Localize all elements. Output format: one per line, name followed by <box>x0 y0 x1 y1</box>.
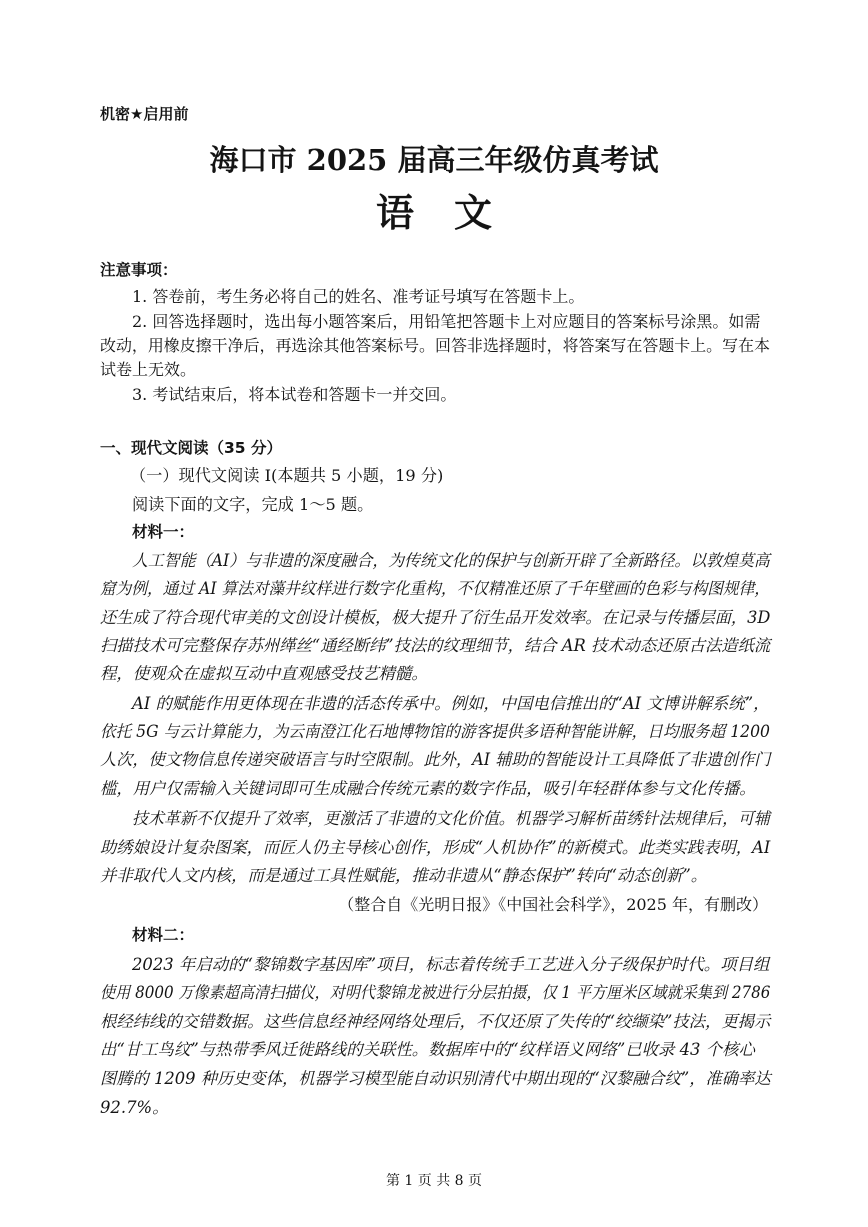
section-heading: 一、现代文阅读（35 分） <box>100 439 282 457</box>
material1-line: 助绣娘设计复杂图案，而匠人仍主导核心创作，形成“人机协作”的新模式。此类实践表明，AI <box>100 838 771 857</box>
material1-line: 程，使观众在虚拟互动中直观感受技艺精髓。 <box>100 664 428 683</box>
material1-line: 技术革新不仅提升了效率，更激活了非遗的文化价值。机器学习解析苗绣针法规律后，可辅 <box>132 809 770 828</box>
notice-line: 2. 回答选择题时，选出每小题答案后，用铅笔把答题卡上对应题目的答案标号涂黑。如需 <box>132 312 761 331</box>
material2-line: 92.7%。 <box>100 1098 169 1117</box>
page-number: 第 1 页 共 8 页 <box>385 1173 483 1189</box>
material1-line: 人次，使文物信息传递突破语言与时空限制。此外，AI 辅助的智能设计工具降低了非遗创作门 <box>100 750 771 769</box>
subject-title: 语文 <box>375 190 532 235</box>
material2-line: 图腾的 1209 种历史变体，机器学习模型能自动识别清代中期出现的“汉黎融合纹”，准确率达 <box>100 1069 771 1088</box>
material2-line: 出“甘工鸟纹”与热带季风迁徙路线的关联性。数据库中的“纹样语义网络”已收录 43 个核心 <box>100 1040 755 1059</box>
material1-label: 材料一： <box>132 523 195 541</box>
material2-line: 根经纬线的交错数据。这些信息经神经网络处理后，不仅还原了失传的“绞缬染”技法，更揭示 <box>100 1012 771 1031</box>
material1-line: 并非取代人文内核，而是通过工具性赋能，推动非遗从“静态保护”转向“动态创新”。 <box>100 866 708 885</box>
notice-line: 试卷上无效。 <box>100 360 197 379</box>
material1-line: 依托 5G 与云计算能力，为云南澄江化石地博物馆的游客提供多语种智能讲解，日均服务超 1200 <box>100 722 770 741</box>
material1-line: AI 的赋能作用更体现在非遗的活态传承中。例如，中国电信推出的“AI 文博讲解系统”， <box>132 694 770 713</box>
notice-line: 3. 考试结束后，将本试卷和答题卡一并交回。 <box>132 385 457 404</box>
material2-line: 使用 8000 万像素超高清扫描仪，对明代黎锦龙被进行分层拍摄，仅 1 平方厘米区域就采集到 2786 <box>100 983 771 1002</box>
confidential-mark: 机密★启用前 <box>100 105 189 123</box>
notice-line: 改动，用橡皮擦干净后，再选涂其他答案标号。回答非选择题时，将答案写在答题卡上。写在本 <box>100 336 770 355</box>
notice-heading: 注意事项： <box>100 261 178 279</box>
material1-line: 扫描技术可完整保存苏州缂丝“通经断纬”技法的纹理细节，结合 AR 技术动态还原古法造纸流 <box>100 636 771 655</box>
material1-source: （整合自《光明日报》《中国社会科学》，2025 年，有删改） <box>338 895 768 914</box>
exam-title: 海口市 2025 届高三年级仿真考试 <box>209 143 659 177</box>
material2-label: 材料二： <box>132 926 195 944</box>
material1-line: 还生成了符合现代审美的文创设计模板，极大提升了衍生品开发效率。在记录与传播层面，3D <box>100 608 771 627</box>
material1-line: 人工智能（AI）与非遗的深度融合，为传统文化的保护与创新开辟了全新路径。以敦煌莫高 <box>132 551 770 570</box>
material1-line: 槛，用户仅需输入关键词即可生成融合传统元素的数字作品，吸引年轻群体参与文化传播。 <box>100 779 756 798</box>
sub-heading: （一）现代文阅读 I(本题共 5 小题，19 分) <box>130 466 444 485</box>
material1-line: 窟为例，通过 AI 算法对藻井纹样进行数字化重构，不仅精准还原了千年壁画的色彩与构图规律， <box>100 579 770 598</box>
material2-line: 2023 年启动的“黎锦数字基因库”项目，标志着传统手工艺进入分子级保护时代。项目组 <box>132 955 770 974</box>
notice-line: 1. 答卷前，考生务必将自己的姓名、准考证号填写在答题卡上。 <box>132 287 585 306</box>
instruction: 阅读下面的文字，完成 1～5 题。 <box>132 495 374 514</box>
